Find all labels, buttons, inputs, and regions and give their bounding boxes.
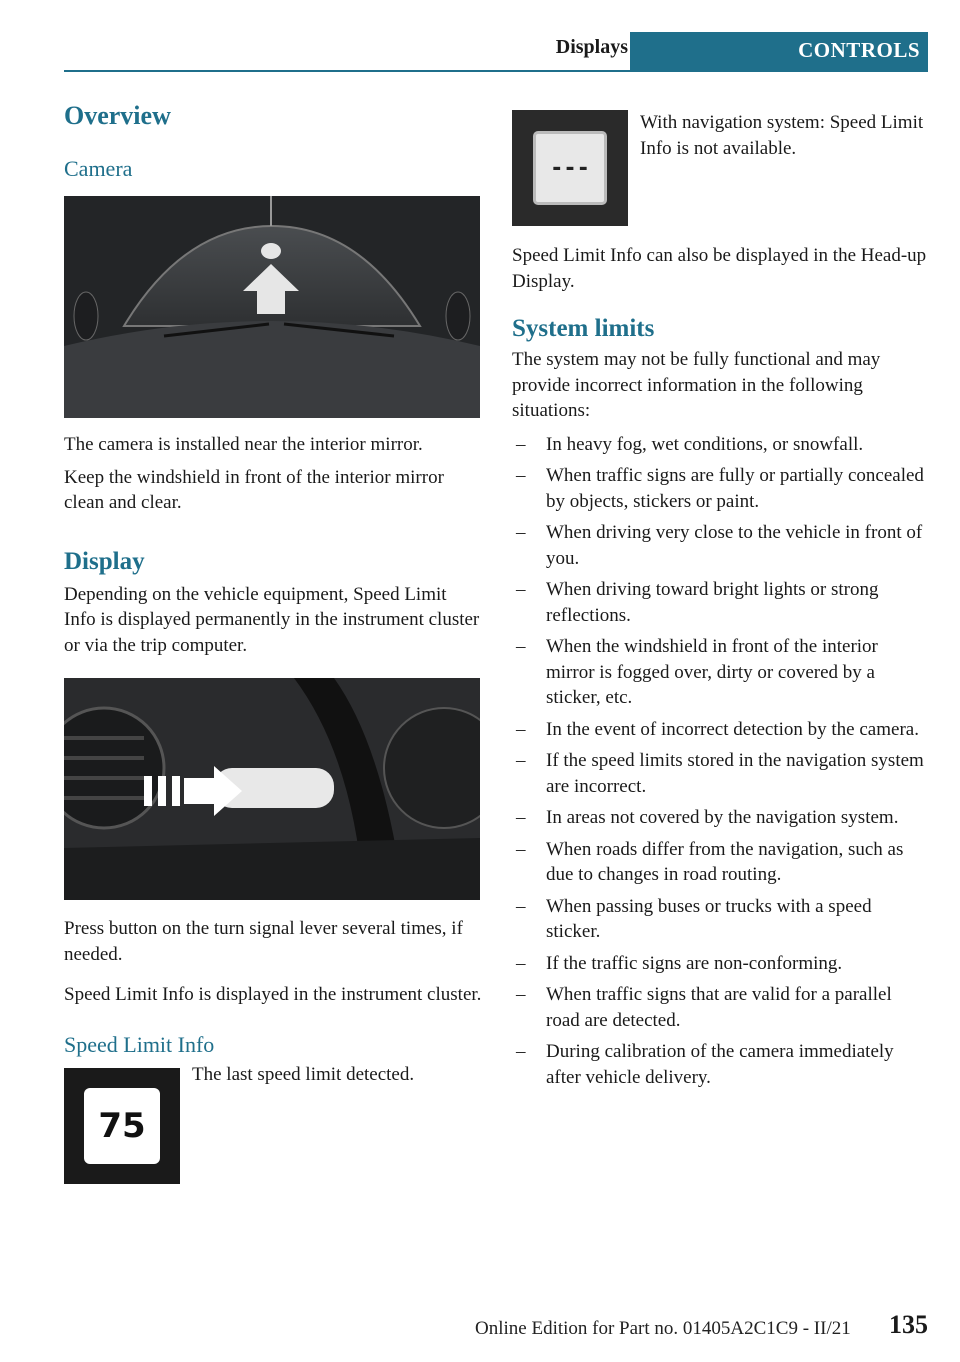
list-item: – When roads differ from the navigation, such as due to changes in road routing. [516,838,904,885]
edition-footer: Online Edition for Part no. 01405A2C1C9 - II/21 [475,1318,851,1339]
windshield-camera-image [64,196,480,418]
no-speed-limit-value: --- [533,131,607,205]
display-paragraph-1: Depending on the vehicle equipment, Speed Limit Info is displayed permanently in the instrument cluster or via the trip computer. [64,583,480,656]
list-item: – When passing buses or trucks with a speed sticker. [516,895,872,942]
camera-paragraph-2: Keep the windshield in front of the interior mirror clean and clear. [64,466,444,513]
section-title: Displays [555,36,628,58]
left-column [64,100,482,1184]
list-item: – If the speed limits stored in the navigation system are incorrect. [516,750,924,797]
display-paragraph-3: Speed Limit Info is displayed in the instrument cluster. [64,984,482,1005]
system-limits-heading: System limits [512,315,655,342]
speed-limit-info-heading: Speed Limit Info [64,1031,215,1057]
list-item: – If the traffic signs are non-conforming. [516,952,843,974]
system-limits-list [512,432,930,1091]
header-rule [64,70,928,72]
list-item: – When traffic signs are fully or partially concealed by objects, stickers or paint. [516,465,924,512]
camera-heading: Camera [64,156,133,181]
speed-limit-description: The last speed limit detected. [192,1063,415,1085]
display-heading: Display [64,547,145,575]
turn-signal-lever-image [64,678,480,900]
chapter-tab: CONTROLS [630,32,928,70]
list-item: – When the windshield in front of the interior mirror is fogged over, dirty or covered by a sticker, etc. [516,636,878,708]
camera-paragraph-1: The camera is installed near the interior mirror. [64,434,423,455]
list-item: – In heavy fog, wet conditions, or snowfall. [516,433,864,455]
list-item: – When driving toward bright lights or strong reflections. [516,579,879,626]
speed-limit-sign-icon [64,1068,180,1184]
hud-paragraph: Speed Limit Info can also be displayed in the Head-up Display. [512,245,927,292]
speed-limit-value: 75 [84,1088,160,1164]
navigation-note: With navigation system: Speed Limit Info is not available. [640,112,924,159]
display-paragraph-2: Press button on the turn signal lever several times, if needed. [64,918,463,965]
list-item: – When traffic signs that are valid for a parallel road are detected. [516,984,892,1031]
no-speed-limit-sign-icon [512,110,628,226]
page-number: 135 [889,1310,928,1339]
right-column [512,110,930,1096]
list-item: – In the event of incorrect detection by the camera. [516,718,919,740]
system-limits-intro: The system may not be fully functional and may provide incorrect information in the following situations: [512,349,881,421]
list-item: – When driving very close to the vehicle in front of you. [516,522,923,569]
list-item: – In areas not covered by the navigation system. [516,807,899,828]
list-item: – During calibration of the camera immediately after vehicle delivery. [516,1041,894,1088]
overview-heading: Overview [64,101,171,130]
